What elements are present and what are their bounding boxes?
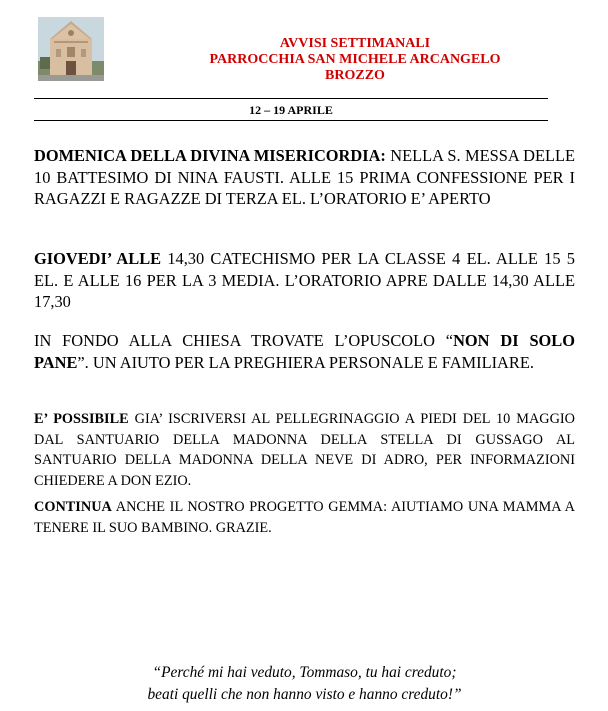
notice-booklet-text-end: ”. UN AIUTO PER LA PREGHIERA PERSONALE E FAMILIARE. [77, 352, 534, 372]
notice-thursday-heading: GIOVEDI’ ALLE [34, 249, 162, 268]
quote-line-2: beati quelli che non hanno visto e hanno creduto!” [147, 685, 462, 703]
notice-booklet-text-start: IN FONDO ALLA CHIESA TROVATE L’OPUSCOLO “ [34, 331, 454, 350]
notice-thursday [34, 248, 575, 313]
bottom-divider [34, 120, 548, 121]
notice-pilgrimage-heading: E’ POSSIBILE [34, 411, 129, 427]
notice-gemma-text: ANCHE IL NOSTRO PROGETTO GEMMA: AIUTIAMO UNA MAMMA A TENERE IL SUO BAMBINO. GRAZIE. [34, 499, 575, 536]
header-parish: PARROCCHIA SAN MICHELE ARCANGELO [209, 52, 501, 67]
notice-booklet [34, 330, 575, 373]
header-town: BROZZO [325, 68, 385, 83]
notice-pilgrimage [34, 409, 575, 491]
top-divider [34, 98, 548, 99]
parish-header [110, 36, 600, 84]
notice-pilgrimage-text: GIA’ ISCRIVERSI AL PELLEGRINAGGIO A PIEDI DEL 10 MAGGIO DAL SANTUARIO DELLA MADONNA DELLA STELLA DI GUSSAGO AL SANTUARIO DELLA MADONNA DELLA NEVE DI ADRO, PER INFORMAZIONI CHIEDERE A DON EZIO. [34, 411, 575, 489]
notice-sunday [34, 145, 575, 210]
notice-gemma-heading: CONTINUA [34, 499, 112, 515]
notice-thursday-text: 14,30 CATECHISMO PER LA CLASSE 4 EL. ALLE 15 5 EL. E ALLE 16 PER LA 3 MEDIA. L’ORATORIO APRE DALLE 14,30 ALLE 17,30 [34, 249, 575, 312]
church-photo [38, 17, 104, 81]
notice-sunday-text: NELLA S. MESSA DELLE 10 BATTESIMO DI NINA FAUSTI. ALLE 15 PRIMA CONFESSIONE PER I RAGAZZI E RAGAZZE DI TERZA EL. L’ORATORIO E’ APERTO [34, 146, 576, 209]
gospel-quote [34, 662, 575, 705]
notice-booklet-title: NON DI SOLO PANE [34, 331, 575, 372]
header-title: AVVISI SETTIMANALI [279, 36, 431, 51]
week-dates: 12 – 19 APRILE [249, 103, 333, 117]
notice-gemma-project [34, 497, 575, 538]
quote-line-1: “Perché mi hai veduto, Tommaso, tu hai creduto; [152, 664, 457, 681]
notice-sunday-heading: DOMENICA DELLA DIVINA MISERICORDIA: [34, 146, 386, 165]
